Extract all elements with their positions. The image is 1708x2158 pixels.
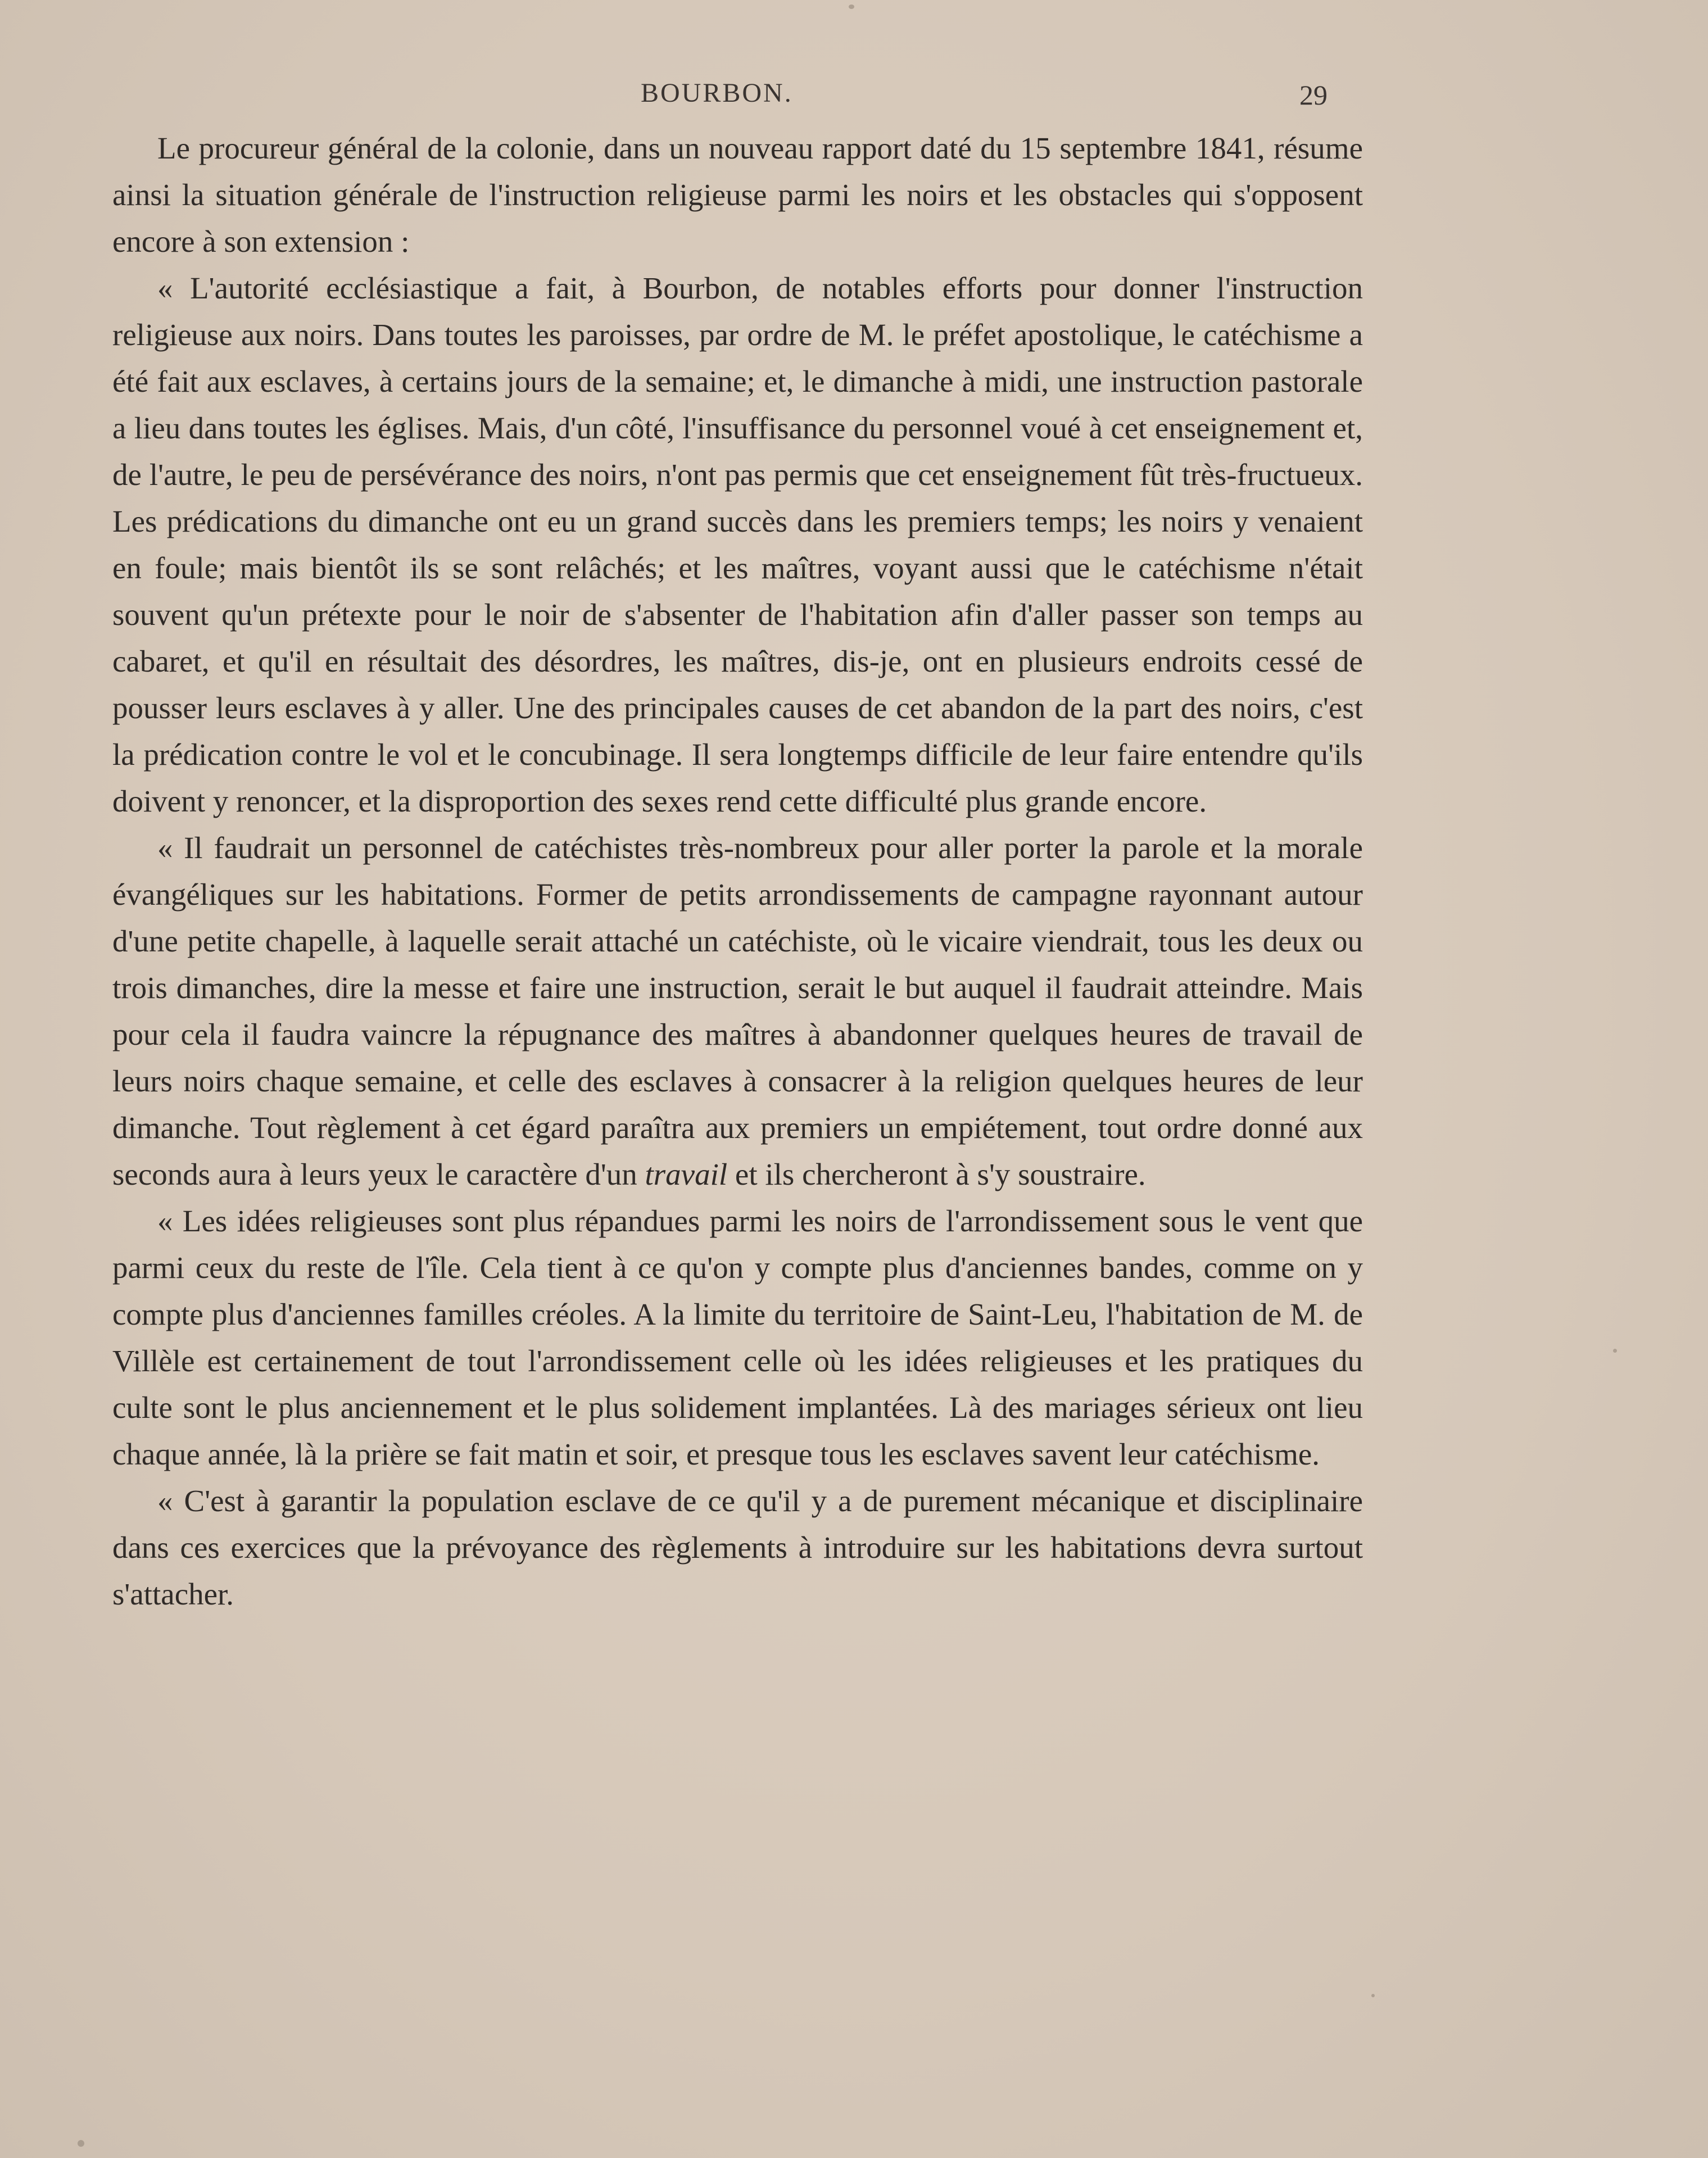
paragraph-quote-3: « Les idées religieuses sont plus répandues parmi les noirs de l'arrondissement sous le vent que parmi ceux du reste de l'île. Cela tient à ce qu'on y compte plus d'anciennes bandes, comme on y compte plus d'anciennes familles créoles. A la limite du territoire de Saint-Leu, l'habitation de M. de Villèle est certainement de tout l'arrondissement celle où les idées religieuses et les pratiques du culte sont le plus anciennement et le plus solidement implantées. Là des mariages sérieux ont lieu chaque année, là la prière se fait matin et soir, et presque tous les esclaves savent leur catéchisme.: [112, 1204, 1363, 1471]
running-title: BOURBON.: [641, 78, 793, 108]
paragraph-quote-2-end: et ils chercheront à s'y soustraire.: [727, 1157, 1146, 1191]
paragraph-quote-4: « C'est à garantir la population esclave de ce qu'il y a de purement mécanique et disciplinaire dans ces exercices que la prévoyance des règlements à introduire sur les habitations devra surtout s'attacher.: [112, 1484, 1363, 1611]
paragraph-quote-1: « L'autorité ecclésiastique a fait, à Bourbon, de notables efforts pour donner l'instruction religieuse aux noirs. Dans toutes les paroisses, par ordre de M. le préfet apostolique, le catéchisme a été fait aux esclaves, à certains jours de la semaine; et, le dimanche à midi, une instruction pastorale a lieu dans toutes les églises. Mais, d'un côté, l'insuffisance du personnel voué à cet enseignement et, de l'autre, le peu de persévérance des noirs, n'ont pas permis que cet enseignement fût très-fructueux. Les prédications du dimanche ont eu un grand succès dans les premiers temps; les noirs y venaient en foule; mais bientôt ils se sont relâchés; et les maîtres, voyant aussi que le catéchisme n'était souvent qu'un prétexte pour le noir de s'absenter de l'habitation afin d'aller passer son temps au cabaret, et qu'il en résultait des désordres, les maîtres, dis-je, ont en plusieurs endroits cessé de pousser leurs esclaves à y aller. Une des principales causes de cet abandon de la part des noirs, c'est la prédication contre le vol et le concubinage. Il sera longtemps difficile de leur faire entendre qu'ils doivent y renoncer, et la disproportion des sexes rend cette difficulté plus grande encore.: [112, 271, 1363, 818]
body-text: [112, 125, 1363, 1617]
page-number: 29: [1299, 79, 1328, 111]
paragraph-intro: Le procureur général de la colonie, dans un nouveau rapport daté du 15 septembre 1841, résume ainsi la situation générale de l'instruction religieuse parmi les noirs et les obstacles qui s'opposent encore à son extension :: [112, 131, 1363, 259]
paragraph-quote-2: [112, 824, 1363, 1198]
paper-speck: [1613, 1349, 1617, 1353]
italic-word: travail: [645, 1157, 728, 1191]
paper-speck: [849, 4, 854, 9]
paper-speck: [78, 2140, 84, 2147]
paper-speck: [1371, 1994, 1375, 1997]
paragraph-quote-2-text: « Il faudrait un personnel de catéchistes très-nombreux pour aller porter la parole et la morale évangéliques sur les habitations. Former de petits arrondissements de campagne rayonnant autour d'une petite chapelle, à laquelle serait attaché un catéchiste, où le vicaire viendrait, tous les deux ou trois dimanches, dire la messe et faire une instruction, serait le but auquel il faudrait atteindre. Mais pour cela il faudra vaincre la répugnance des maîtres à abandonner quelques heures de travail de leurs noirs chaque semaine, et celle des esclaves à consacrer à la religion quelques heures de leur dimanche. Tout règlement à cet égard paraîtra aux premiers un empiétement, tout ordre donné aux seconds aura à leurs yeux le caractère d'un: [112, 831, 1363, 1191]
